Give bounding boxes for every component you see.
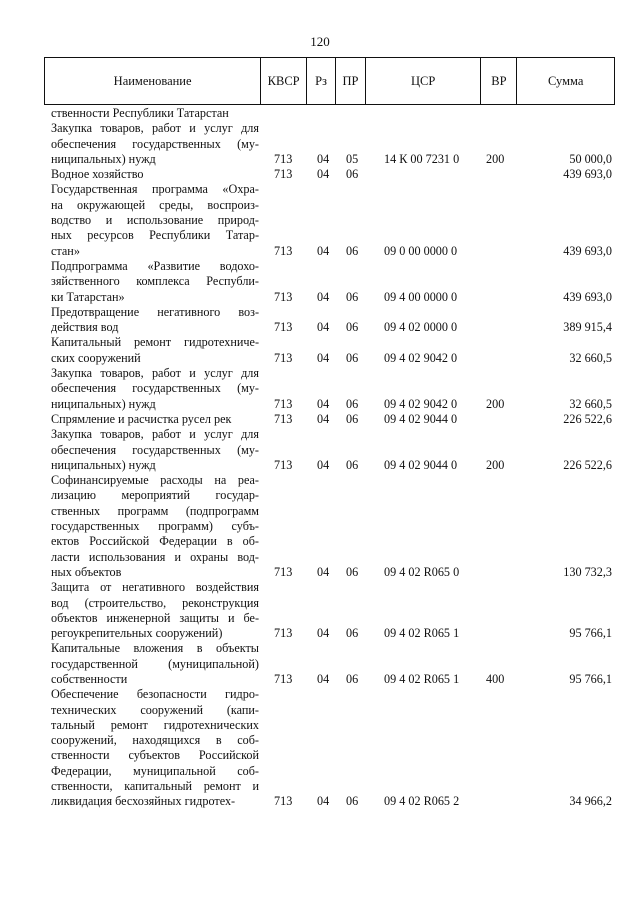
row-name-line: Закупка товаров, работ и услуг для xyxy=(51,427,259,442)
cell-kvsr: 713 xyxy=(274,243,293,258)
cell-rz: 04 xyxy=(317,243,330,258)
row-name xyxy=(51,167,259,182)
cell-csr: 09 4 02 R065 1 xyxy=(384,626,460,641)
row-name xyxy=(51,580,259,641)
cell-sum: 34 966,2 xyxy=(569,794,612,809)
cell-rz: 04 xyxy=(317,411,330,426)
cell-rz: 04 xyxy=(317,626,330,641)
table-row xyxy=(0,412,640,427)
cell-rz: 04 xyxy=(317,396,330,411)
row-name-line: ных ресурсов Республики Татар- xyxy=(51,228,259,243)
row-name-line: сооружений, находящихся в соб- xyxy=(51,733,259,748)
row-name-line: регоукрепительных сооружений) xyxy=(51,626,223,641)
table-row xyxy=(0,167,640,182)
page-number: 120 xyxy=(310,34,330,49)
row-name-line: ниципальных) нужд xyxy=(51,457,156,472)
row-name-line: действия вод xyxy=(51,320,119,335)
cell-sum: 439 693,0 xyxy=(563,243,612,258)
table-row xyxy=(0,121,640,167)
cell-csr: 09 4 02 9042 0 xyxy=(384,396,458,411)
row-name-line: ласти использования и охраны вод- xyxy=(51,549,259,564)
row-name-line: обеспечения государственных (му- xyxy=(51,442,259,457)
header-rz: Рз xyxy=(307,58,336,104)
header-csr: ЦСР xyxy=(366,58,482,104)
row-name xyxy=(51,427,259,473)
table-row xyxy=(0,687,640,809)
row-name-line: водство и использование природ- xyxy=(51,213,259,228)
cell-sum: 226 522,6 xyxy=(563,457,612,472)
header-kvsr: КВСР xyxy=(261,58,307,104)
cell-rz: 04 xyxy=(317,564,330,579)
cell-kvsr: 713 xyxy=(274,671,293,686)
row-name-line: на окружающей среды, воспроиз- xyxy=(51,197,259,212)
row-name-line: лизацию мероприятий государ- xyxy=(51,488,259,503)
cell-sum: 130 732,3 xyxy=(563,564,612,579)
header-vr: ВР xyxy=(481,58,517,104)
row-name-line: ки Татарстан» xyxy=(51,289,125,304)
cell-pr: 06 xyxy=(346,289,359,304)
cell-csr: 09 4 02 0000 0 xyxy=(384,320,458,335)
row-name-line: стан» xyxy=(51,243,80,258)
row-name-line: Водное хозяйство xyxy=(51,167,144,182)
row-name-line: ственности субъектов Российской xyxy=(51,748,259,763)
row-name-line: тальный ремонт гидротехнических xyxy=(51,717,259,732)
row-name xyxy=(51,259,259,305)
cell-kvsr: 713 xyxy=(274,457,293,472)
cell-csr: 09 4 00 0000 0 xyxy=(384,289,458,304)
row-name xyxy=(51,335,259,366)
row-name-line: ственности Республики Татарстан xyxy=(51,106,229,120)
cell-sum: 95 766,1 xyxy=(569,626,612,641)
cell-kvsr: 713 xyxy=(274,167,293,182)
cell-csr: 09 4 02 9042 0 xyxy=(384,350,458,365)
cell-sum: 439 693,0 xyxy=(563,289,612,304)
row-name-line: Федерации, муниципальной соб- xyxy=(51,763,259,778)
row-name-line: Капитальные вложения в объекты xyxy=(51,641,259,656)
row-name-line: обеспечения государственных (му- xyxy=(51,381,259,396)
row-name-line: ских сооружений xyxy=(51,350,141,365)
cell-sum: 32 660,5 xyxy=(569,350,612,365)
row-name-line: Софинансируемые расходы на реа- xyxy=(51,473,259,488)
header-name: Наименование xyxy=(45,58,261,104)
cell-kvsr: 713 xyxy=(274,320,293,335)
cell-csr: 14 К 00 7231 0 xyxy=(384,151,460,166)
cell-sum: 439 693,0 xyxy=(563,167,612,182)
cell-pr: 06 xyxy=(346,396,359,411)
row-name-line: зяйственного комплекса Республи- xyxy=(51,274,259,289)
row-name-line: технических сооружений (капи- xyxy=(51,702,259,717)
row-name xyxy=(51,106,259,121)
row-name xyxy=(51,182,259,258)
row-name xyxy=(51,121,259,167)
cell-kvsr: 713 xyxy=(274,564,293,579)
cell-kvsr: 713 xyxy=(274,396,293,411)
row-name-line: Подпрограмма «Развитие водохо- xyxy=(51,258,259,273)
cell-pr: 06 xyxy=(346,350,359,365)
cell-csr: 09 0 00 0000 0 xyxy=(384,243,458,258)
cell-kvsr: 713 xyxy=(274,411,293,426)
row-name xyxy=(51,473,259,580)
row-name xyxy=(51,641,259,687)
row-name-line: Спрямление и расчистка русел рек xyxy=(51,411,232,426)
table-row xyxy=(0,366,640,412)
table-row xyxy=(0,427,640,473)
cell-sum: 95 766,1 xyxy=(569,671,612,686)
header-sum: Сумма xyxy=(547,73,584,88)
row-name-line: Предотвращение негативного воз- xyxy=(51,304,259,319)
cell-csr: 09 4 02 9044 0 xyxy=(384,411,458,426)
cell-csr: 09 4 02 R065 0 xyxy=(384,564,460,579)
cell-pr: 06 xyxy=(346,626,359,641)
row-name-line: государственной (муниципальной) xyxy=(51,656,259,671)
cell-vr: 200 xyxy=(486,457,505,472)
cell-pr: 06 xyxy=(346,564,359,579)
table-row xyxy=(0,641,640,687)
cell-sum: 226 522,6 xyxy=(563,411,612,426)
cell-vr: 200 xyxy=(486,396,505,411)
row-name-line: государственных программ) субъ- xyxy=(51,519,259,534)
row-name-line: объектов инженерной защиты и бе- xyxy=(51,610,259,625)
cell-pr: 06 xyxy=(346,320,359,335)
cell-rz: 04 xyxy=(317,320,330,335)
cell-rz: 04 xyxy=(317,794,330,809)
cell-pr: 06 xyxy=(346,671,359,686)
cell-sum: 389 915,4 xyxy=(563,320,612,335)
row-name-line: ственных программ (подпрограмм xyxy=(51,503,259,518)
row-name-line: ектов Российской Федерации в об- xyxy=(51,534,259,549)
row-name xyxy=(51,305,259,336)
row-name-line: вод (строительство, реконструкция xyxy=(51,595,259,610)
row-name xyxy=(51,687,259,809)
row-name-line: ниципальных) нужд xyxy=(51,151,156,166)
cell-sum: 50 000,0 xyxy=(569,151,612,166)
cell-vr: 200 xyxy=(486,151,505,166)
cell-kvsr: 713 xyxy=(274,794,293,809)
row-name-line: собственности xyxy=(51,671,128,686)
cell-pr: 06 xyxy=(346,411,359,426)
cell-rz: 04 xyxy=(317,671,330,686)
cell-csr: 09 4 02 9044 0 xyxy=(384,457,458,472)
row-name-line: ликвидация бесхозяйных гидротех- xyxy=(51,794,236,809)
row-name xyxy=(51,366,259,412)
cell-pr: 06 xyxy=(346,457,359,472)
table-row xyxy=(0,305,640,336)
cell-sum: 32 660,5 xyxy=(569,396,612,411)
row-name-line: ственности, капитальный ремонт и xyxy=(51,779,259,794)
table-row xyxy=(0,259,640,305)
cell-rz: 04 xyxy=(317,350,330,365)
cell-pr: 05 xyxy=(346,151,359,166)
cell-csr: 09 4 02 R065 1 xyxy=(384,671,460,686)
table-row xyxy=(0,335,640,366)
row-name-line: Закупка товаров, работ и услуг для xyxy=(51,121,259,136)
cell-rz: 04 xyxy=(317,457,330,472)
cell-rz: 04 xyxy=(317,151,330,166)
row-name-line: ных объектов xyxy=(51,564,122,579)
cell-csr: 09 4 02 R065 2 xyxy=(384,794,460,809)
table-row xyxy=(0,580,640,641)
cell-kvsr: 713 xyxy=(274,350,293,365)
cell-kvsr: 713 xyxy=(274,151,293,166)
cell-vr: 400 xyxy=(486,671,505,686)
row-name-line: обеспечения государственных (му- xyxy=(51,136,259,151)
row-name-line: Государственная программа «Охра- xyxy=(51,182,259,197)
table-row xyxy=(0,473,640,580)
cell-pr: 06 xyxy=(346,243,359,258)
cell-kvsr: 713 xyxy=(274,626,293,641)
table-body xyxy=(0,106,640,810)
row-name xyxy=(51,412,259,427)
row-name-line: Защита от негативного воздействия xyxy=(51,580,259,595)
cell-pr: 06 xyxy=(346,167,359,182)
cell-pr: 06 xyxy=(346,794,359,809)
table-row xyxy=(0,106,640,121)
row-name-line: ниципальных) нужд xyxy=(51,396,156,411)
table-header xyxy=(44,57,615,105)
cell-rz: 04 xyxy=(317,167,330,182)
row-name-line: Обеспечение безопасности гидро- xyxy=(51,687,259,702)
header-pr: ПР xyxy=(336,58,366,104)
row-name-line: Закупка товаров, работ и услуг для xyxy=(51,366,259,381)
row-name-line: Капитальный ремонт гидротехниче- xyxy=(51,335,259,350)
table-row xyxy=(0,182,640,258)
cell-rz: 04 xyxy=(317,289,330,304)
cell-kvsr: 713 xyxy=(274,289,293,304)
